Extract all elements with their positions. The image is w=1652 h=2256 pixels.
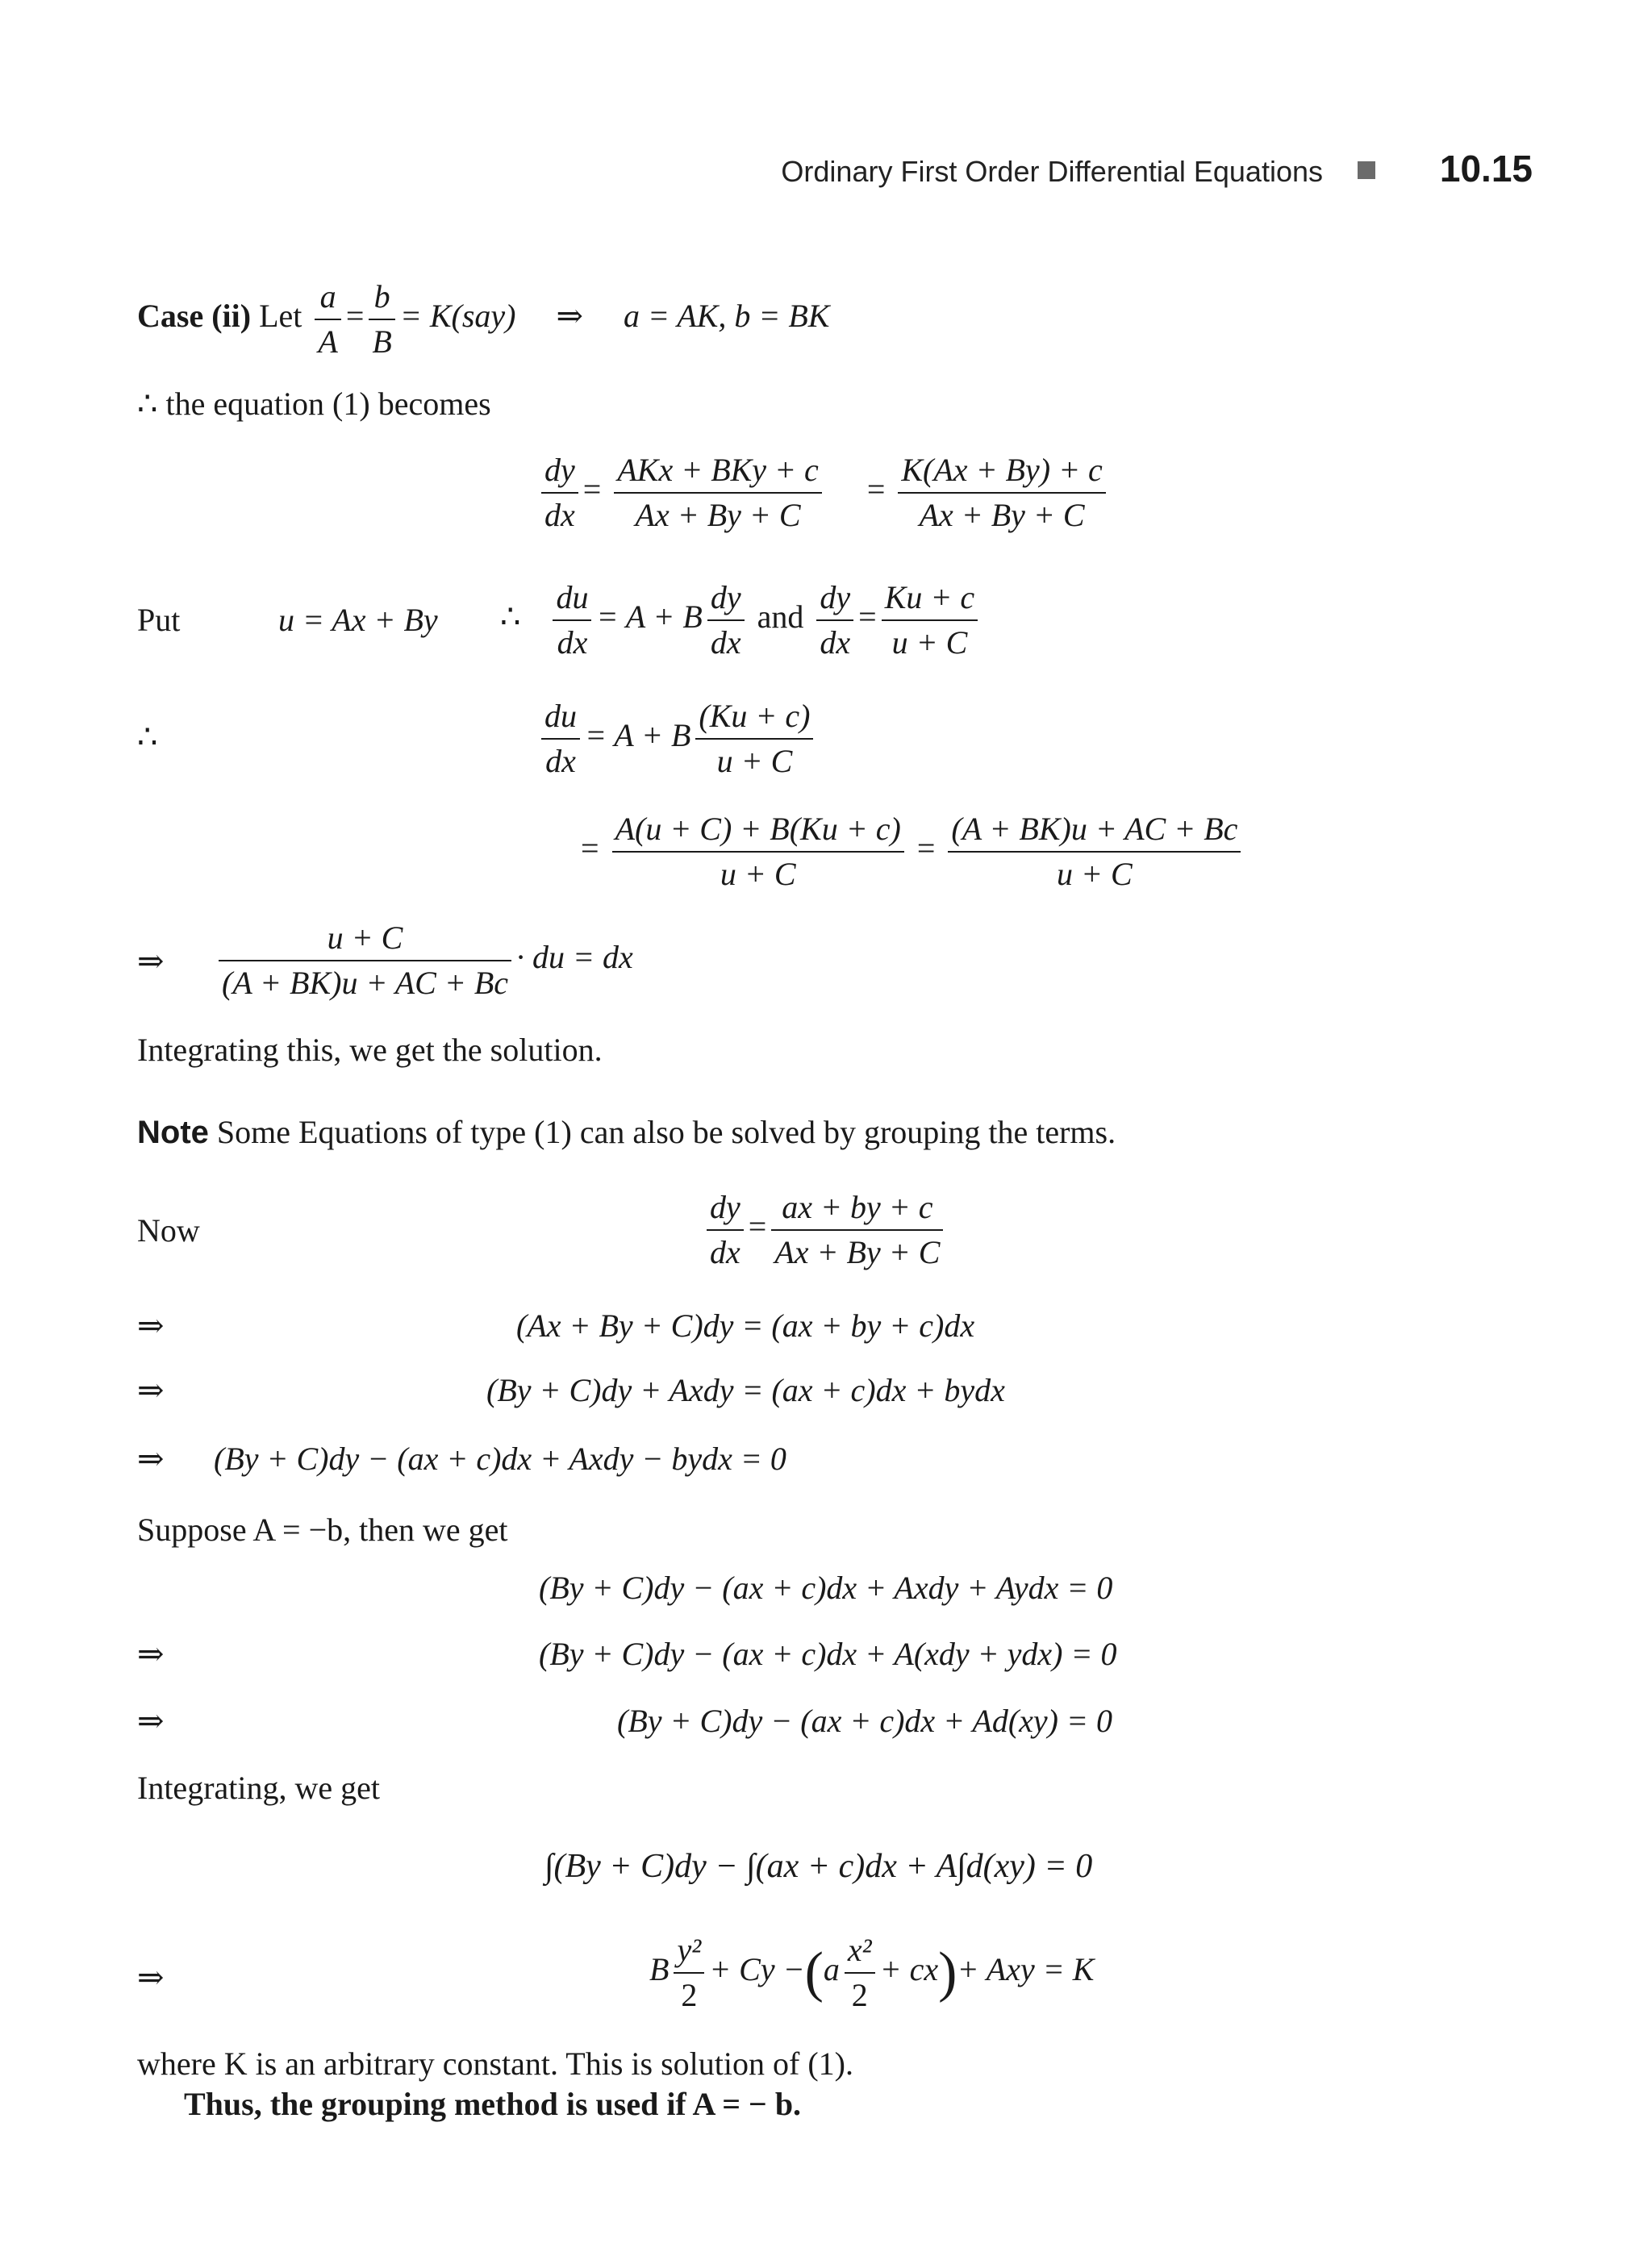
fraction-b-over-B: $\frac{b}{B}$ (369, 278, 394, 361)
substituted-line-1: (By + C)dy − (ax + c)dx + Axdy + Aydx = 0 (539, 1570, 1113, 1606)
equals-K: = K(say) (399, 298, 516, 335)
equation-4: $\frac{u + C}{(A + BK)u + AC + Bc}$ · du = dx (214, 919, 633, 1002)
case-line: Case (ii) Let $\frac{a}{A}$ = $\frac{b}{B}$ = K(say) ⇒ a = AK, b = BK (137, 278, 830, 360)
equation-2: $\frac{du}{dx}$ = A + B $\frac{(Ku + c)}{u + C}$ (536, 698, 818, 780)
du-dx-fraction: $\frac{du}{dx}$ (553, 579, 591, 661)
now-fraction: $\frac{ax + by + c}{Ax + By + C}$ (771, 1189, 943, 1271)
case-label: Case (ii) (137, 298, 252, 335)
integrating-text: Integrating this, we get the solution. (137, 1032, 603, 1068)
integrating2-text: Integrating, we get (137, 1770, 380, 1806)
case-result: a = AK, b = BK (623, 298, 830, 335)
fraction-a-over-A: $\frac{a}{A}$ (315, 278, 340, 361)
grouping-line-3: (By + C)dy − (ax + c)dx + Axdy − bydx = 0 (214, 1441, 786, 1477)
dy-dx-fraction: $\frac{dy}{dx}$ (707, 579, 745, 661)
implies-symbol: ⇒ (137, 1703, 165, 1739)
implies-symbol: ⇒ (137, 1307, 165, 1344)
Ku-c-over-u-C: $\frac{Ku + c}{u + C}$ (882, 579, 978, 661)
implies-symbol: ⇒ (137, 943, 165, 979)
final-solution: B $\frac{\text{y²}}{2}$ + Cy −(a $\frac{\text{x²}}{2}$ + cx)+ Axy = K (649, 1932, 1095, 2013)
eq1-fraction-1: $\frac{\text{AKx + BKy + c}}{Ax + By + C}$ (614, 452, 821, 534)
implies-symbol: ⇒ (137, 1372, 165, 1408)
integral-equation: ∫(By + C)dy − ∫(ax + c)dx + A∫d(xy) = 0 (544, 1848, 1093, 1885)
now-equation: $\frac{dy}{dx}$ = $\frac{ax + by + c}{Ax + By + C}$ (702, 1189, 948, 1271)
becomes-text: ∴ the equation (1) becomes (137, 386, 491, 422)
implies-symbol: ⇒ (137, 1959, 165, 1995)
implies-symbol: ⇒ (137, 1441, 165, 1477)
u-definition: u = Ax + By (278, 602, 438, 638)
let-word: Let (259, 298, 302, 335)
eq1-fraction-2: $\frac{K(Ax + By) + c}{Ax + By + C}$ (898, 452, 1105, 534)
now-label: Now (137, 1212, 200, 1249)
implies-symbol: ⇒ (137, 1636, 165, 1672)
substituted-line-3: (By + C)dy − (ax + c)dx + Ad(xy) = 0 (617, 1703, 1112, 1739)
implies-symbol: ⇒ (556, 298, 583, 335)
therefore-symbol: ∴ (137, 719, 158, 755)
where-text: where K is an arbitrary constant. This is solution of (1). (137, 2045, 853, 2082)
dy-dx-fraction: $\frac{dy}{dx}$ (816, 579, 853, 661)
put-derivatives: ∴ $\frac{du}{dx}$ = A + B $\frac{dy}{dx}$ and $\frac{dy}{dx}$ = $\frac{Ku + c}{u + C}$ (500, 579, 982, 661)
substituted-line-2: (By + C)dy − (ax + c)dx + A(xdy + ydx) = 0 (539, 1636, 1117, 1672)
eq4-fraction: $\frac{u + C}{(A + BK)u + AC + Bc}$ (219, 919, 511, 1002)
dy-dx-fraction: $\frac{dy}{dx}$ (707, 1189, 744, 1271)
page-number: 10.15 (1439, 148, 1533, 190)
running-title: Ordinary First Order Differential Equations (781, 155, 1323, 188)
eq3-fraction-2: $\frac{(A + BK)u + AC + Bc}{u + C}$ (948, 811, 1241, 893)
x-squared-over-2: $\frac{\text{x²}}{2}$ (845, 1932, 875, 2014)
eq3-fraction-1: $\frac{A(u + C) + B(Ku + c)}{u + C}$ (612, 811, 904, 893)
equation-3: = $\frac{A(u + C) + B(Ku + c)}{u + C}$ = $\frac{(A + BK)u + AC + Bc}{u + C}$ (581, 811, 1245, 893)
grouping-line-1: (Ax + By + C)dy = (ax + by + c)dx (516, 1307, 975, 1344)
dy-dx-fraction: $\frac{dy}{dx}$ (541, 452, 578, 534)
eq2-fraction: $\frac{(Ku + c)}{u + C}$ (695, 698, 813, 780)
note-line (137, 1113, 1116, 1151)
thus-text: Thus, the grouping method is used if A = − b. (184, 2086, 802, 2122)
running-header (781, 148, 1533, 197)
grouping-line-2: (By + C)dy + Axdy = (ax + c)dx + bydx (486, 1372, 1005, 1408)
put-label: Put (137, 602, 181, 638)
header-square-icon (1358, 161, 1375, 179)
du-dx-fraction: $\frac{du}{dx}$ (541, 698, 580, 780)
note-text: Some Equations of type (1) can also be solved by grouping the terms. (216, 1114, 1116, 1150)
equation-1: $\frac{dy}{dx}$ = $\frac{\text{AKx + BKy + c}}{Ax + By + C}$ = $\frac{K(Ax + By) + c}{Ax + By + C}$ (536, 452, 1111, 534)
y-squared-over-2: $\frac{\text{y²}}{2}$ (674, 1932, 704, 2014)
suppose-text: Suppose A = −b, then we get (137, 1512, 508, 1548)
note-label: Note (137, 1115, 209, 1150)
